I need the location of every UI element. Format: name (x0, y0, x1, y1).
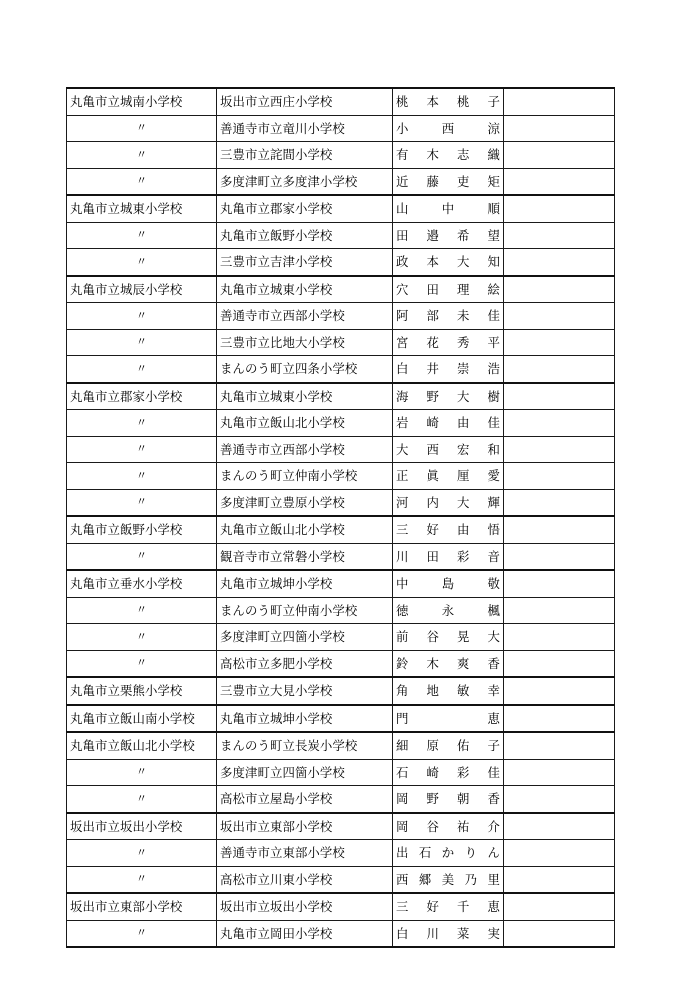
cell-destination-school: 多度津町立多度津小学校 (217, 168, 393, 195)
person-name-text: 宮花秀平 (396, 334, 500, 350)
person-name-text: 河内大輝 (396, 494, 500, 510)
cell-person-name (393, 893, 504, 920)
person-name-text: 石崎彩佳 (396, 764, 500, 780)
cell-notes (504, 705, 615, 733)
person-name-text: 阿部未佳 (396, 308, 500, 324)
cell-person-name (393, 303, 504, 330)
cell-origin-ditto: 〃 (67, 436, 217, 463)
cell-destination-school: 丸亀市立飯山北小学校 (217, 410, 393, 437)
person-name-text: 西郷美乃里 (396, 871, 500, 887)
cell-origin-ditto: 〃 (67, 650, 217, 677)
table-row (67, 570, 615, 597)
person-name-text: 正眞厘愛 (396, 468, 500, 484)
cell-person-name (393, 222, 504, 249)
table-row (67, 732, 615, 759)
cell-origin-school: 坂出市立坂出小学校 (67, 813, 217, 840)
table-row (67, 329, 615, 356)
cell-origin-ditto: 〃 (67, 142, 217, 169)
cell-person-name (393, 383, 504, 410)
cell-destination-school: 高松市立多肥小学校 (217, 650, 393, 677)
cell-person-name (393, 516, 504, 543)
cell-notes (504, 276, 615, 303)
cell-notes (504, 168, 615, 195)
table-row (67, 866, 615, 893)
table-row (67, 463, 615, 490)
cell-person-name (393, 88, 504, 115)
cell-person-name (393, 866, 504, 893)
cell-person-name (393, 463, 504, 490)
table-row (67, 303, 615, 330)
table-row (67, 222, 615, 249)
person-name-text: 白川菜実 (396, 925, 500, 941)
cell-origin-school: 丸亀市立栗熊小学校 (67, 677, 217, 705)
cell-notes (504, 677, 615, 705)
cell-person-name (393, 677, 504, 705)
cell-notes (504, 383, 615, 410)
table-row (67, 813, 615, 840)
table-row (67, 88, 615, 115)
cell-origin-ditto: 〃 (67, 920, 217, 947)
cell-origin-ditto: 〃 (67, 115, 217, 142)
table-row (67, 759, 615, 786)
cell-destination-school: 丸亀市立城坤小学校 (217, 705, 393, 733)
person-name-text: 中島敬 (396, 576, 500, 592)
cell-destination-school: 丸亀市立飯山北小学校 (217, 516, 393, 543)
cell-origin-ditto: 〃 (67, 759, 217, 786)
person-name-text: 白井崇浩 (396, 361, 500, 377)
person-name-text: 政本大知 (396, 254, 500, 270)
cell-notes (504, 732, 615, 759)
cell-origin-school: 丸亀市立飯山南小学校 (67, 705, 217, 733)
person-name-text: 大西宏和 (396, 441, 500, 457)
cell-origin-school: 丸亀市立城辰小学校 (67, 276, 217, 303)
cell-origin-ditto: 〃 (67, 303, 217, 330)
cell-origin-ditto: 〃 (67, 597, 217, 624)
cell-notes (504, 115, 615, 142)
table-row (67, 893, 615, 920)
cell-origin-ditto: 〃 (67, 489, 217, 516)
cell-person-name (393, 705, 504, 733)
cell-notes (504, 866, 615, 893)
cell-notes (504, 570, 615, 597)
cell-destination-school: 丸亀市立城東小学校 (217, 276, 393, 303)
table-row (67, 249, 615, 276)
cell-notes (504, 436, 615, 463)
cell-destination-school: 善通寺市立西部小学校 (217, 436, 393, 463)
table-row (67, 142, 615, 169)
table-row (67, 436, 615, 463)
cell-origin-ditto: 〃 (67, 543, 217, 570)
cell-person-name (393, 436, 504, 463)
cell-destination-school: まんのう町立仲南小学校 (217, 597, 393, 624)
person-name-text: 近藤吏矩 (396, 173, 500, 189)
cell-origin-ditto: 〃 (67, 222, 217, 249)
cell-origin-ditto: 〃 (67, 329, 217, 356)
cell-destination-school: 丸亀市立城東小学校 (217, 383, 393, 410)
table-row (67, 543, 615, 570)
cell-notes (504, 516, 615, 543)
person-name-text: 角地敏幸 (396, 683, 500, 699)
person-name-text: 海野大樹 (396, 388, 500, 404)
cell-person-name (393, 489, 504, 516)
table-row (67, 597, 615, 624)
person-name-text: 鈴木爽香 (396, 655, 500, 671)
person-name-text: 岡野朝香 (396, 791, 500, 807)
person-name-text: 岡谷祐介 (396, 818, 500, 834)
person-name-text: 穴田理絵 (396, 281, 500, 297)
cell-destination-school: 多度津町立四箇小学校 (217, 759, 393, 786)
cell-person-name (393, 786, 504, 813)
cell-notes (504, 303, 615, 330)
roster-table-container (66, 87, 614, 948)
cell-notes (504, 410, 615, 437)
table-row (67, 516, 615, 543)
cell-origin-school: 丸亀市立飯野小学校 (67, 516, 217, 543)
cell-destination-school: 丸亀市立岡田小学校 (217, 920, 393, 947)
cell-person-name (393, 650, 504, 677)
cell-destination-school: 多度津町立豊原小学校 (217, 489, 393, 516)
cell-origin-school: 坂出市立東部小学校 (67, 893, 217, 920)
cell-destination-school: 丸亀市立城坤小学校 (217, 570, 393, 597)
cell-destination-school: 坂出市立西庄小学校 (217, 88, 393, 115)
cell-destination-school: 丸亀市立郡家小学校 (217, 195, 393, 222)
cell-notes (504, 759, 615, 786)
cell-notes (504, 624, 615, 651)
cell-person-name (393, 142, 504, 169)
cell-person-name (393, 624, 504, 651)
roster-table-body (67, 88, 615, 947)
cell-notes (504, 489, 615, 516)
person-name-text: 門恵 (396, 710, 500, 726)
cell-destination-school: まんのう町立長炭小学校 (217, 732, 393, 759)
roster-table (66, 87, 615, 948)
cell-destination-school: 坂出市立坂出小学校 (217, 893, 393, 920)
person-name-text: 徳永楓 (396, 602, 500, 618)
cell-person-name (393, 356, 504, 383)
cell-notes (504, 597, 615, 624)
cell-destination-school: 三豊市立詫間小学校 (217, 142, 393, 169)
table-row (67, 168, 615, 195)
cell-person-name (393, 732, 504, 759)
cell-origin-ditto: 〃 (67, 866, 217, 893)
cell-person-name (393, 329, 504, 356)
cell-destination-school: 坂出市立東部小学校 (217, 813, 393, 840)
cell-person-name (393, 543, 504, 570)
cell-person-name (393, 570, 504, 597)
person-name-text: 三好千恵 (396, 899, 500, 915)
cell-person-name (393, 597, 504, 624)
cell-origin-school: 丸亀市立城東小学校 (67, 195, 217, 222)
cell-destination-school: 善通寺市立東部小学校 (217, 840, 393, 867)
table-row (67, 356, 615, 383)
cell-destination-school: 三豊市立吉津小学校 (217, 249, 393, 276)
cell-origin-ditto: 〃 (67, 840, 217, 867)
cell-origin-school: 丸亀市立城南小学校 (67, 88, 217, 115)
cell-notes (504, 840, 615, 867)
person-name-text: 岩崎由佳 (396, 415, 500, 431)
cell-notes (504, 920, 615, 947)
cell-destination-school: 観音寺市立常磐小学校 (217, 543, 393, 570)
cell-destination-school: 善通寺市立西部小学校 (217, 303, 393, 330)
cell-notes (504, 543, 615, 570)
cell-origin-ditto: 〃 (67, 624, 217, 651)
cell-notes (504, 249, 615, 276)
cell-notes (504, 88, 615, 115)
cell-origin-school: 丸亀市立飯山北小学校 (67, 732, 217, 759)
table-row (67, 840, 615, 867)
cell-person-name (393, 920, 504, 947)
cell-person-name (393, 249, 504, 276)
cell-destination-school: 三豊市立比地大小学校 (217, 329, 393, 356)
cell-origin-ditto: 〃 (67, 168, 217, 195)
table-row (67, 786, 615, 813)
cell-origin-ditto: 〃 (67, 786, 217, 813)
person-name-text: 桃本桃子 (396, 94, 500, 110)
table-row (67, 705, 615, 733)
table-row (67, 624, 615, 651)
cell-destination-school: 高松市立屋島小学校 (217, 786, 393, 813)
table-row (67, 276, 615, 303)
cell-origin-ditto: 〃 (67, 249, 217, 276)
cell-person-name (393, 410, 504, 437)
cell-person-name (393, 276, 504, 303)
cell-notes (504, 329, 615, 356)
cell-destination-school: 丸亀市立飯野小学校 (217, 222, 393, 249)
cell-notes (504, 893, 615, 920)
table-row (67, 383, 615, 410)
cell-notes (504, 356, 615, 383)
person-name-text: 小西涼 (396, 120, 500, 136)
cell-notes (504, 786, 615, 813)
cell-origin-school: 丸亀市立郡家小学校 (67, 383, 217, 410)
cell-person-name (393, 168, 504, 195)
cell-notes (504, 463, 615, 490)
cell-destination-school: 高松市立川東小学校 (217, 866, 393, 893)
person-name-text: 有木志織 (396, 147, 500, 163)
table-row (67, 920, 615, 947)
person-name-text: 前谷晃大 (396, 629, 500, 645)
cell-person-name (393, 813, 504, 840)
cell-person-name (393, 759, 504, 786)
cell-destination-school: 多度津町立四箇小学校 (217, 624, 393, 651)
cell-origin-school: 丸亀市立垂水小学校 (67, 570, 217, 597)
cell-origin-ditto: 〃 (67, 410, 217, 437)
cell-destination-school: 三豊市立大見小学校 (217, 677, 393, 705)
cell-origin-ditto: 〃 (67, 463, 217, 490)
table-row (67, 195, 615, 222)
person-name-text: 山中順 (396, 201, 500, 217)
cell-destination-school: 善通寺市立竜川小学校 (217, 115, 393, 142)
cell-origin-ditto: 〃 (67, 356, 217, 383)
table-row (67, 677, 615, 705)
person-name-text: 三好由悟 (396, 522, 500, 538)
cell-person-name (393, 115, 504, 142)
cell-person-name (393, 195, 504, 222)
table-row (67, 410, 615, 437)
cell-destination-school: まんのう町立仲南小学校 (217, 463, 393, 490)
table-row (67, 489, 615, 516)
person-name-text: 細原佑子 (396, 738, 500, 754)
cell-destination-school: まんのう町立四条小学校 (217, 356, 393, 383)
table-row (67, 650, 615, 677)
cell-person-name (393, 840, 504, 867)
cell-notes (504, 222, 615, 249)
person-name-text: 出石かりん (396, 845, 500, 861)
cell-notes (504, 142, 615, 169)
cell-notes (504, 195, 615, 222)
cell-notes (504, 813, 615, 840)
person-name-text: 川田彩音 (396, 548, 500, 564)
table-row (67, 115, 615, 142)
person-name-text: 田邉希望 (396, 227, 500, 243)
cell-notes (504, 650, 615, 677)
